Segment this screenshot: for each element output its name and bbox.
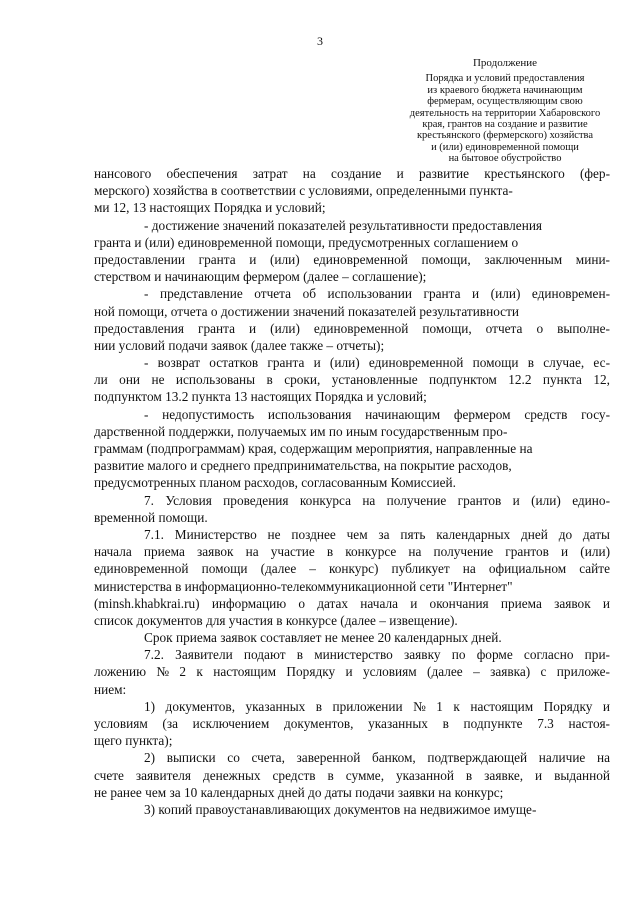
body-text-line: не ранее чем за 10 календарных дней до даты подачи заявки на конкурс;: [94, 784, 504, 800]
body-text-line: 7.1. Министерство не позднее чем за пять календарных дней до даты: [144, 526, 610, 542]
body-text-line: нием:: [94, 681, 127, 697]
body-text-line: подпунктом 13.2 пункта 13 настоящих Порядка и условий;: [94, 389, 427, 405]
body-text-line: счете заявителя денежных средств в сумме, указанной в заявке, и выданной: [94, 767, 610, 783]
body-text-line: нии условий подачи заявок (далее также – отчеты);: [94, 337, 385, 353]
body-text-line: ли они не использованы в сроки, установленные подпунктом 12.2 пункта 12,: [94, 372, 610, 388]
header-line: края, грантов на создание и развитие: [422, 119, 588, 131]
body-text-line: условиям (за исключением документов, указанных в подпункте 7.3 настоя-: [94, 716, 610, 731]
body-text-line: 1) документов, указанных в приложении № 1 к настоящим Порядку и: [144, 698, 610, 714]
body-text-line: ложению № 2 к настоящим Порядку и условиям (далее – заявка) с приложе-: [94, 664, 610, 680]
body-text-line: 7. Условия проведения конкурса на получение грантов и (или) едино-: [144, 492, 610, 508]
header-title: Продолжение: [472, 57, 538, 69]
page-number: 3: [317, 34, 323, 48]
body-text-line: предоставлении гранта и (или) единовременной помощи, заключенным мини-: [94, 251, 610, 267]
body-text-line: дарственной поддержки, получаемых им по иным государственным про-: [94, 423, 508, 439]
body-text-line: Срок приема заявок составляет не менее 20 календарных дней.: [144, 630, 502, 646]
body-text-line: список документов для участия в конкурсе (далее – извещение).: [94, 612, 458, 628]
document-body: [94, 165, 610, 818]
body-text-line: (minsh.khabkrai.ru) информацию о датах начала и окончания приема заявок и: [94, 595, 610, 611]
header-line: и (или) единовременной помощи: [431, 141, 579, 153]
body-text-line: временной помощи.: [94, 509, 208, 525]
document-header: [385, 58, 625, 165]
header-line: из краевого бюджета начинающим: [427, 84, 583, 96]
body-text-line: предоставления гранта и (или) единовременной помощи, отчета о выполне-: [94, 320, 610, 336]
body-text-line: единовременной помощи (далее – конкурс) публикует на официальном сайте: [94, 561, 610, 577]
body-text-line: ми 12, 13 настоящих Порядка и условий;: [94, 200, 326, 216]
body-text-line: предусмотренных планом расходов, согласованным Комиссией.: [94, 475, 457, 491]
body-text-line: граммам (подпрограммам) края, содержащим мероприятия, направленные на: [94, 441, 533, 456]
body-text-line: министерства в информационно-телекоммуникационной сети "Интернет": [94, 578, 513, 594]
body-text-line: 7.2. Заявители подают в министерство заявку по форме согласно при-: [144, 647, 610, 663]
header-line: фермерам, осуществляющим свою: [427, 96, 583, 108]
body-text-line: щего пункта);: [94, 733, 173, 749]
header-line: Порядка и условий предоставления: [425, 73, 585, 85]
body-text-line: - возврат остатков гранта и (или) единовременной помощи в случае, ес-: [144, 355, 610, 371]
body-text-line: мерского) хозяйства в соответствии с условиями, определенными пункта-: [94, 183, 513, 199]
body-text-line: - недопустимость использования начинающим фермером средств госу-: [144, 406, 610, 422]
body-text-line: 3) копий правоустанавливающих документов на недвижимое имуще-: [144, 801, 537, 817]
body-text-line: стерством и начинающим фермером (далее – соглашение);: [94, 269, 427, 285]
header-line: деятельность на территории Хабаровского: [409, 107, 601, 119]
body-text-line: развитие малого и среднего предпринимательства, на покрытие расходов,: [94, 458, 512, 474]
body-text-line: начала приема заявок на участие в конкурсе на получение грантов и (или): [94, 544, 610, 560]
header-line: крестьянского (фермерского) хозяйства: [416, 130, 594, 142]
body-text-line: 2) выписки со счета, заверенной банком, подтверждающей наличие на: [144, 750, 610, 766]
body-text-line: ной помощи, отчета о достижении значений показателей результативности: [94, 303, 520, 319]
body-text-line: - представление отчета об использовании гранта и (или) единовремен-: [144, 286, 610, 302]
body-text-line: - достижение значений показателей результативности предоставления: [144, 217, 543, 233]
body-text-line: нансового обеспечения затрат на создание и развитие крестьянского (фер-: [94, 166, 610, 181]
body-text-line: гранта и (или) единовременной помощи, предусмотренных соглашением о: [94, 234, 519, 250]
header-line: на бытовое обустройство: [448, 153, 562, 165]
